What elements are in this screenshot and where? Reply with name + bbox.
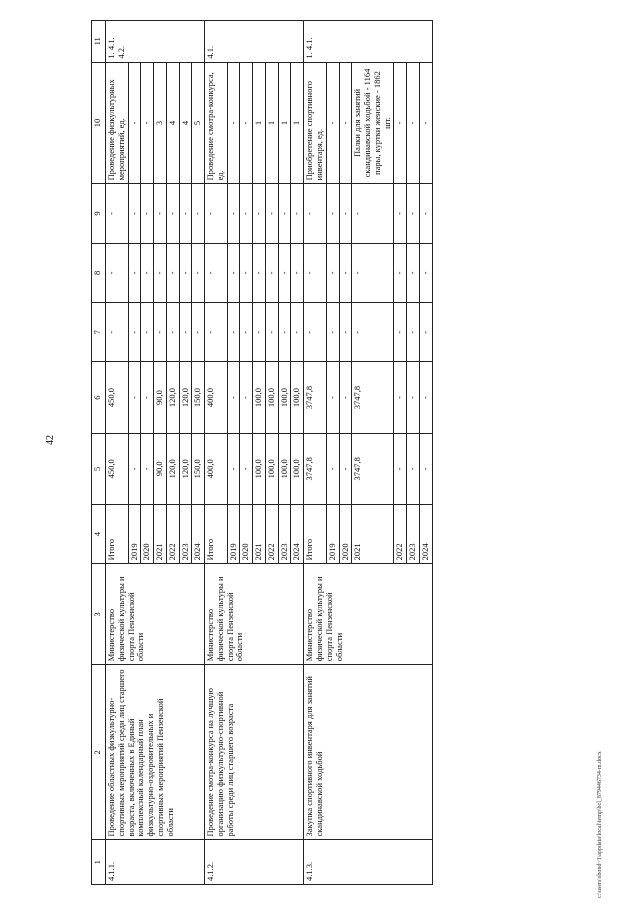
indicator-value: 5	[192, 62, 205, 184]
indicator-value: 1	[291, 62, 304, 184]
year-value: -	[128, 303, 141, 362]
year-label: 2020	[339, 504, 352, 563]
year-value: -	[227, 303, 240, 362]
year-value: -	[419, 362, 432, 433]
total-value: 3747,8	[304, 362, 327, 433]
total-value: -	[205, 243, 228, 302]
total-label: Итого	[205, 504, 228, 563]
year-value: -	[154, 184, 167, 243]
year-value: -	[179, 184, 192, 243]
column-header: 6	[92, 362, 106, 433]
total-value: 3747,8	[304, 433, 327, 504]
indicator-value: -	[407, 62, 420, 184]
year-value: -	[240, 303, 253, 362]
total-value: -	[205, 184, 228, 243]
total-value: -	[106, 303, 129, 362]
year-value: -	[407, 362, 420, 433]
year-value: 90,0	[154, 433, 167, 504]
year-value: -	[240, 362, 253, 433]
year-value: -	[394, 433, 407, 504]
indicator-value: -	[240, 62, 253, 184]
year-value: -	[394, 362, 407, 433]
year-label: 2024	[419, 504, 432, 563]
column-header: 4	[92, 504, 106, 563]
year-value: -	[253, 184, 266, 243]
year-value: 100,0	[253, 433, 266, 504]
indicator-value: 1	[253, 62, 266, 184]
year-value: -	[326, 362, 339, 433]
item-executor: Министерство физической культуры и спорта Пензенской области	[205, 564, 304, 665]
year-value: 100,0	[278, 362, 291, 433]
item-executor: Министерство физической культуры и спорта Пензенской области	[304, 564, 432, 665]
year-value: 100,0	[291, 433, 304, 504]
indicator-name: Проведение смотра-конкурса, ед.	[205, 62, 228, 184]
year-value: -	[352, 303, 394, 362]
year-value: -	[141, 433, 154, 504]
year-value: -	[352, 243, 394, 302]
indicator-value: 1	[265, 62, 278, 184]
header-row	[92, 21, 106, 885]
year-value: 100,0	[278, 433, 291, 504]
indicator-value: -	[339, 62, 352, 184]
indicator-value: 1	[278, 62, 291, 184]
column-header: 8	[92, 243, 106, 302]
year-value: -	[166, 184, 179, 243]
year-value: -	[179, 243, 192, 302]
column-header: 9	[92, 184, 106, 243]
year-value: 100,0	[291, 362, 304, 433]
indicator-value: -	[394, 62, 407, 184]
indicator-value: -	[141, 62, 154, 184]
indicator-value: -	[419, 62, 432, 184]
year-value: -	[419, 184, 432, 243]
year-value: 3747,8	[352, 362, 394, 433]
year-value: -	[141, 362, 154, 433]
year-value: -	[339, 184, 352, 243]
item-links: 4.1.	[205, 21, 304, 63]
item-executor: Министерство физической культуры и спорта Пензенской области	[106, 564, 205, 665]
year-value: -	[326, 303, 339, 362]
year-value: -	[407, 184, 420, 243]
item-code: 4.1.2.	[205, 840, 304, 885]
file-path: c:\users\sbond~1\appdata\local\temp\bcl_879446734-m.docx	[597, 751, 603, 898]
year-value: -	[291, 303, 304, 362]
indicator-value: Палки для занятий скандинавской ходьбой - 1164 пары, куртки женские - 1862 шт.	[352, 62, 394, 184]
year-value: 120,0	[166, 433, 179, 504]
year-value: -	[128, 184, 141, 243]
program-table-container	[91, 20, 584, 885]
total-value: -	[205, 303, 228, 362]
page-number: 42	[45, 435, 56, 445]
column-header: 11	[92, 21, 106, 63]
year-value: 90,0	[154, 362, 167, 433]
year-value: -	[179, 303, 192, 362]
indicator-value: -	[227, 62, 240, 184]
year-label: 2021	[352, 504, 394, 563]
year-value: -	[419, 433, 432, 504]
total-value: -	[304, 303, 327, 362]
total-label: Итого	[106, 504, 129, 563]
year-value: -	[166, 243, 179, 302]
item-code: 4.1.1.	[106, 840, 205, 885]
item-name: Проведение смотра-конкурса на лучшую организацию физкультурно-спортивной работы среди лиц старшего возраста	[205, 665, 304, 840]
year-value: -	[166, 303, 179, 362]
column-header: 10	[92, 62, 106, 184]
item-name: Закупка спортивного инвентаря для занятий скандинавской ходьбой	[304, 665, 432, 840]
year-value: 3747,8	[352, 433, 394, 504]
year-value: -	[326, 243, 339, 302]
year-label: 2022	[394, 504, 407, 563]
year-value: 120,0	[179, 433, 192, 504]
year-value: -	[407, 433, 420, 504]
year-value: 100,0	[265, 433, 278, 504]
item-name: Проведение областных физкультурно-спортивных мероприятий среди лиц старшего возраста, включенных в Единый комплексный календарный план физкультурно-оздоровительных и спортивных мероприятий Пензенской области	[106, 665, 205, 840]
program-table	[91, 20, 433, 885]
year-label: 2019	[128, 504, 141, 563]
column-header: 5	[92, 433, 106, 504]
table-body	[106, 21, 433, 885]
year-value: -	[240, 184, 253, 243]
item-links: 1. 4.1. 4.2.	[106, 21, 205, 63]
column-header: 2	[92, 665, 106, 840]
year-value: 150,0	[192, 433, 205, 504]
total-label: Итого	[304, 504, 327, 563]
year-value: -	[407, 303, 420, 362]
year-value: 100,0	[265, 362, 278, 433]
year-label: 2023	[278, 504, 291, 563]
year-value: -	[339, 243, 352, 302]
year-value: -	[419, 303, 432, 362]
year-value: -	[419, 243, 432, 302]
year-value: -	[227, 433, 240, 504]
year-value: -	[278, 243, 291, 302]
item-links: 1. 4.1.	[304, 21, 432, 63]
year-label: 2019	[326, 504, 339, 563]
year-value: -	[394, 184, 407, 243]
year-value: 120,0	[166, 362, 179, 433]
year-value: -	[291, 184, 304, 243]
total-value: -	[106, 243, 129, 302]
total-value: -	[304, 184, 327, 243]
year-value: 150,0	[192, 362, 205, 433]
total-value: 400,0	[205, 362, 228, 433]
year-value: -	[128, 362, 141, 433]
year-value: -	[265, 303, 278, 362]
year-value: -	[339, 433, 352, 504]
year-value: -	[291, 243, 304, 302]
year-value: -	[192, 184, 205, 243]
total-value: -	[106, 184, 129, 243]
table-row	[106, 21, 129, 885]
year-label: 2020	[141, 504, 154, 563]
year-value: -	[265, 184, 278, 243]
year-label: 2021	[154, 504, 167, 563]
year-value: -	[339, 303, 352, 362]
year-label: 2021	[253, 504, 266, 563]
indicator-value: 3	[154, 62, 167, 184]
table-row	[205, 21, 228, 885]
total-value: 450,0	[106, 433, 129, 504]
year-value: -	[326, 433, 339, 504]
year-label: 2019	[227, 504, 240, 563]
item-code: 4.1.3.	[304, 840, 432, 885]
year-label: 2024	[291, 504, 304, 563]
year-value: -	[326, 184, 339, 243]
indicator-value: -	[128, 62, 141, 184]
year-value: -	[128, 243, 141, 302]
total-value: 400,0	[205, 433, 228, 504]
column-header: 3	[92, 564, 106, 665]
year-value: -	[227, 362, 240, 433]
year-value: -	[154, 303, 167, 362]
year-value: -	[154, 243, 167, 302]
year-value: -	[394, 303, 407, 362]
year-label: 2023	[407, 504, 420, 563]
total-value: 450,0	[106, 362, 129, 433]
year-value: -	[141, 243, 154, 302]
year-value: -	[128, 433, 141, 504]
indicator-value: 4	[179, 62, 192, 184]
indicator-name: Приобретение спортивного инвентаря, ед.	[304, 62, 327, 184]
total-value: -	[304, 243, 327, 302]
column-header: 7	[92, 303, 106, 362]
year-value: -	[240, 433, 253, 504]
year-label: 2022	[166, 504, 179, 563]
year-value: -	[352, 184, 394, 243]
year-label: 2024	[192, 504, 205, 563]
year-value: -	[192, 243, 205, 302]
year-value: -	[192, 303, 205, 362]
year-value: -	[227, 184, 240, 243]
year-value: -	[339, 362, 352, 433]
indicator-value: 4	[166, 62, 179, 184]
year-label: 2023	[179, 504, 192, 563]
year-value: -	[278, 184, 291, 243]
table-row	[304, 21, 327, 885]
year-value: 100,0	[253, 362, 266, 433]
year-value: -	[141, 184, 154, 243]
year-value: -	[407, 243, 420, 302]
year-value: -	[253, 303, 266, 362]
indicator-value: -	[326, 62, 339, 184]
year-value: -	[141, 303, 154, 362]
year-value: -	[240, 243, 253, 302]
indicator-name: Проведение физкультурных мероприятий, ед.	[106, 62, 129, 184]
year-value: -	[227, 243, 240, 302]
year-value: 120,0	[179, 362, 192, 433]
year-value: -	[265, 243, 278, 302]
year-value: -	[394, 243, 407, 302]
year-value: -	[278, 303, 291, 362]
year-label: 2022	[265, 504, 278, 563]
year-label: 2020	[240, 504, 253, 563]
year-value: -	[253, 243, 266, 302]
column-header: 1	[92, 840, 106, 885]
